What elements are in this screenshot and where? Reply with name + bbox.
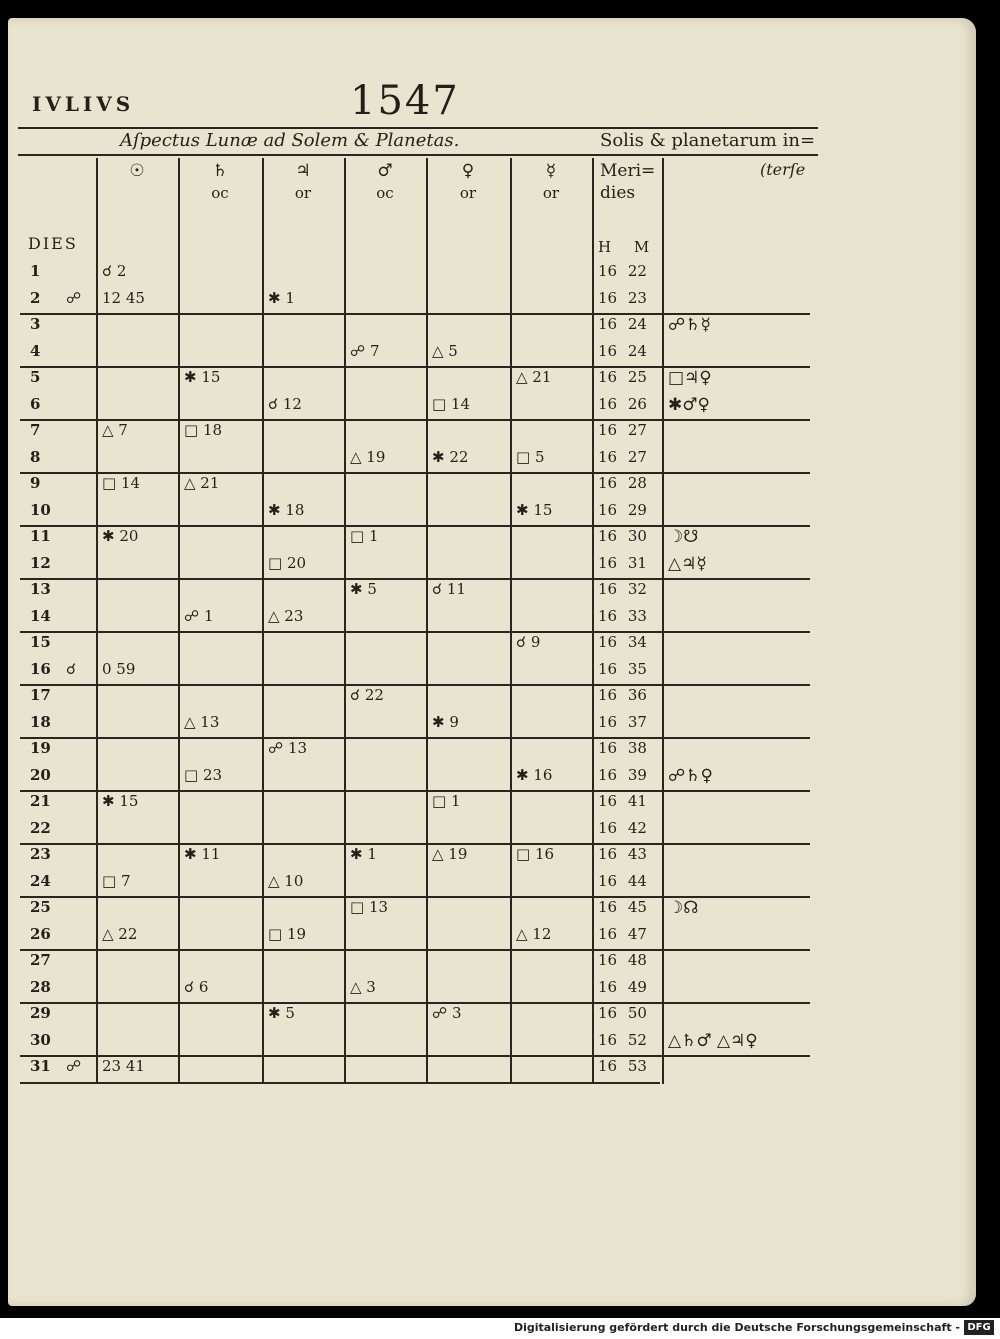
aspect-cell: ✱ 18 [268,500,305,519]
row-rule [20,949,810,951]
meridies-time: 16 27 [598,447,647,466]
meridies-time: 16 37 [598,712,647,731]
day-number: 9 [30,474,41,492]
aspect-cell: 0 59 [102,659,136,678]
aspect-cell: ☌ 6 [184,977,209,996]
meridies-time: 16 28 [598,474,647,492]
planet-conjunction: ☽☋ [668,527,699,547]
column-divider [344,158,346,1084]
meridies-time: 16 36 [598,686,647,704]
meridies-time: 16 45 [598,898,647,916]
aspect-cell: △ 12 [516,924,552,943]
meridies-time: 16 29 [598,500,647,519]
aspect-cell: ✱ 9 [432,712,459,731]
day-number: 20 [30,765,51,784]
planet-conjunction: ☍♄♀ [668,765,713,786]
aspect-cell: △ 10 [268,871,304,890]
day-number: 7 [30,421,41,439]
meridies-time: 16 31 [598,553,647,572]
day-number: 15 [30,633,51,651]
aspect-cell: □ 14 [102,474,141,492]
row-rule [20,631,810,633]
column-divider [592,158,594,1084]
meridies-time: 16 24 [598,341,647,360]
meridies-time: 16 39 [598,765,647,784]
aspect-cell: ✱ 15 [516,500,553,519]
day-number: 10 [30,500,51,519]
planet-conjunction: □♃♀ [668,368,712,388]
aspect-cell: □ 23 [184,765,223,784]
dies-label: DIES [28,234,78,253]
day-number: 8 [30,447,41,466]
column-header [344,160,426,204]
aspect-cell: ☍ [66,288,82,307]
day-number: 11 [30,527,51,545]
top-rule [18,127,818,129]
meridies-time: 16 27 [598,421,647,439]
aspect-cell: ☍ 7 [350,341,380,360]
day-number: 24 [30,871,51,890]
row-rule [20,843,810,845]
day-number: 4 [30,341,41,360]
column-subtitle: or [459,184,477,202]
meridies-time: 16 22 [598,262,647,280]
day-number: 17 [30,686,51,704]
column-header [96,160,178,182]
aspect-cell: ✱ 15 [184,368,221,386]
header-rule [18,154,818,156]
aspect-cell: □ 20 [268,553,307,572]
day-number: 28 [30,977,51,996]
aspect-cell: △ 23 [268,606,304,625]
aspect-cell: ✱ 15 [102,792,139,810]
aspect-cell: △ 13 [184,712,220,731]
meridies-time: 16 50 [598,1004,647,1022]
column-subtitle: or [294,184,312,202]
day-number: 1 [30,262,41,280]
book-page [8,18,976,1306]
aspect-cell: 23 41 [102,1057,145,1075]
day-number: 21 [30,792,51,810]
row-rule [20,737,810,739]
aspect-cell: △ 3 [350,977,376,996]
aspect-cell: 12 45 [102,288,145,307]
row-rule [20,1082,660,1084]
day-number: 13 [30,580,51,598]
planet-conjunction: △♃☿ [668,553,707,574]
planet-symbol: ♄ [212,161,228,181]
aspect-cell: ✱ 5 [268,1004,295,1022]
year-title: 1547 [350,78,460,124]
day-number: 16 [30,659,51,678]
table-header-right: Solis & planetarum in= [600,130,816,151]
aspect-cell: ☌ [66,659,77,678]
day-number: 5 [30,368,41,386]
footer-text: Digitalisierung gefördert durch die Deutsche Forschungsgemeinschaft - [513,1321,960,1334]
table-header-left: Aſpectus Lunæ ad Solem & Planetas. [120,130,460,151]
column-divider [662,158,664,1084]
planet-symbol: ☉ [129,161,145,181]
column-divider [510,158,512,1084]
row-rule [20,1002,810,1004]
aspect-cell: ☍ 1 [184,606,214,625]
meridies-time: 16 33 [598,606,647,625]
meridies-label: Meri= dies [600,161,656,203]
column-divider [262,158,264,1084]
aspect-cell: ☌ 12 [268,394,302,413]
aspect-cell: □ 19 [268,924,307,943]
column-divider [178,158,180,1084]
meridies-time: 16 42 [598,818,647,837]
aspect-cell: ✱ 1 [268,288,295,307]
aspect-cell: △ 22 [102,924,138,943]
day-number: 3 [30,315,41,333]
meridies-time: 16 34 [598,633,647,651]
aspect-cell: □ 18 [184,421,223,439]
meridies-time: 16 53 [598,1057,647,1075]
row-rule [20,578,810,580]
aspect-cell: □ 16 [516,845,555,863]
column-header [510,160,592,204]
meridies-time: 16 24 [598,315,647,333]
aspect-cell: △ 19 [350,447,386,466]
column-divider [96,158,98,1084]
day-number: 30 [30,1030,51,1049]
meridies-time: 16 25 [598,368,647,386]
aspect-cell: ☌ 2 [102,262,127,280]
column-subtitle: oc [376,184,394,202]
meridies-time: 16 43 [598,845,647,863]
planet-conjunction: ✱♂♀ [668,394,710,415]
meridies-time: 16 44 [598,871,647,890]
planet-symbol: ☿ [545,161,557,181]
day-number: 26 [30,924,51,943]
meridies-time: 16 32 [598,580,647,598]
meridies-time: 16 26 [598,394,647,413]
day-number: 23 [30,845,51,863]
aspect-cell: ☌ 9 [516,633,541,651]
day-number: 29 [30,1004,51,1022]
column-subtitle: oc [211,184,229,202]
table-header-right-cont: (terſe [760,160,806,179]
day-number: 18 [30,712,51,731]
day-number: 14 [30,606,51,625]
aspect-cell: ☍ [66,1057,82,1075]
aspect-cell: ✱ 20 [102,527,139,545]
planet-symbol: ♃ [295,161,311,181]
aspect-cell: ☍ 13 [268,739,308,757]
dfg-logo: DFG [964,1320,994,1335]
row-rule [20,419,810,421]
aspect-cell: □ 1 [432,792,461,810]
meridies-time: 16 38 [598,739,647,757]
column-header [178,160,262,204]
row-rule [20,790,810,792]
planet-conjunction: ☍♄☿ [668,315,711,335]
column-divider [426,158,428,1084]
planet-symbol: ♂ [377,161,393,181]
planet-symbol: ♀ [461,161,475,181]
column-header [262,160,344,204]
aspect-cell: △ 7 [102,421,128,439]
aspect-cell: ☌ 22 [350,686,384,704]
aspect-cell: □ 5 [516,447,545,466]
meridies-time: 16 35 [598,659,647,678]
aspect-cell: ✱ 16 [516,765,553,784]
aspect-cell: □ 7 [102,871,131,890]
meridies-time: 16 48 [598,951,647,969]
aspect-cell: △ 5 [432,341,458,360]
day-number: 25 [30,898,51,916]
aspect-cell: ☌ 11 [432,580,466,598]
day-number: 27 [30,951,51,969]
day-number: 22 [30,818,51,837]
meridies-time: 16 23 [598,288,647,307]
day-number: 6 [30,394,41,413]
aspect-cell: ☍ 3 [432,1004,462,1022]
planet-conjunction: ☽☊ [668,898,699,918]
meridies-time: 16 30 [598,527,647,545]
row-rule [20,684,810,686]
column-subtitle: or [542,184,560,202]
meridies-time: 16 52 [598,1030,647,1049]
meridies-time: 16 49 [598,977,647,996]
aspect-cell: □ 14 [432,394,471,413]
column-header [426,160,510,204]
aspect-cell: ✱ 5 [350,580,377,598]
meridies-time: 16 41 [598,792,647,810]
day-number: 12 [30,553,51,572]
day-number: 2 [30,288,41,307]
month-title: IVLIVS [32,92,135,116]
aspect-cell: ✱ 1 [350,845,377,863]
meridies-time: 16 47 [598,924,647,943]
planet-conjunction: △♄♂ △♃♀ [668,1030,758,1051]
hm-label: H M [598,238,650,256]
aspect-cell: △ 21 [516,368,552,386]
aspect-cell: △ 19 [432,845,468,863]
aspect-cell: □ 13 [350,898,389,916]
aspect-cell: △ 21 [184,474,220,492]
aspect-cell: ✱ 22 [432,447,469,466]
day-number: 31 [30,1057,51,1075]
day-number: 19 [30,739,51,757]
aspect-cell: □ 1 [350,527,379,545]
aspect-cell: ✱ 11 [184,845,221,863]
